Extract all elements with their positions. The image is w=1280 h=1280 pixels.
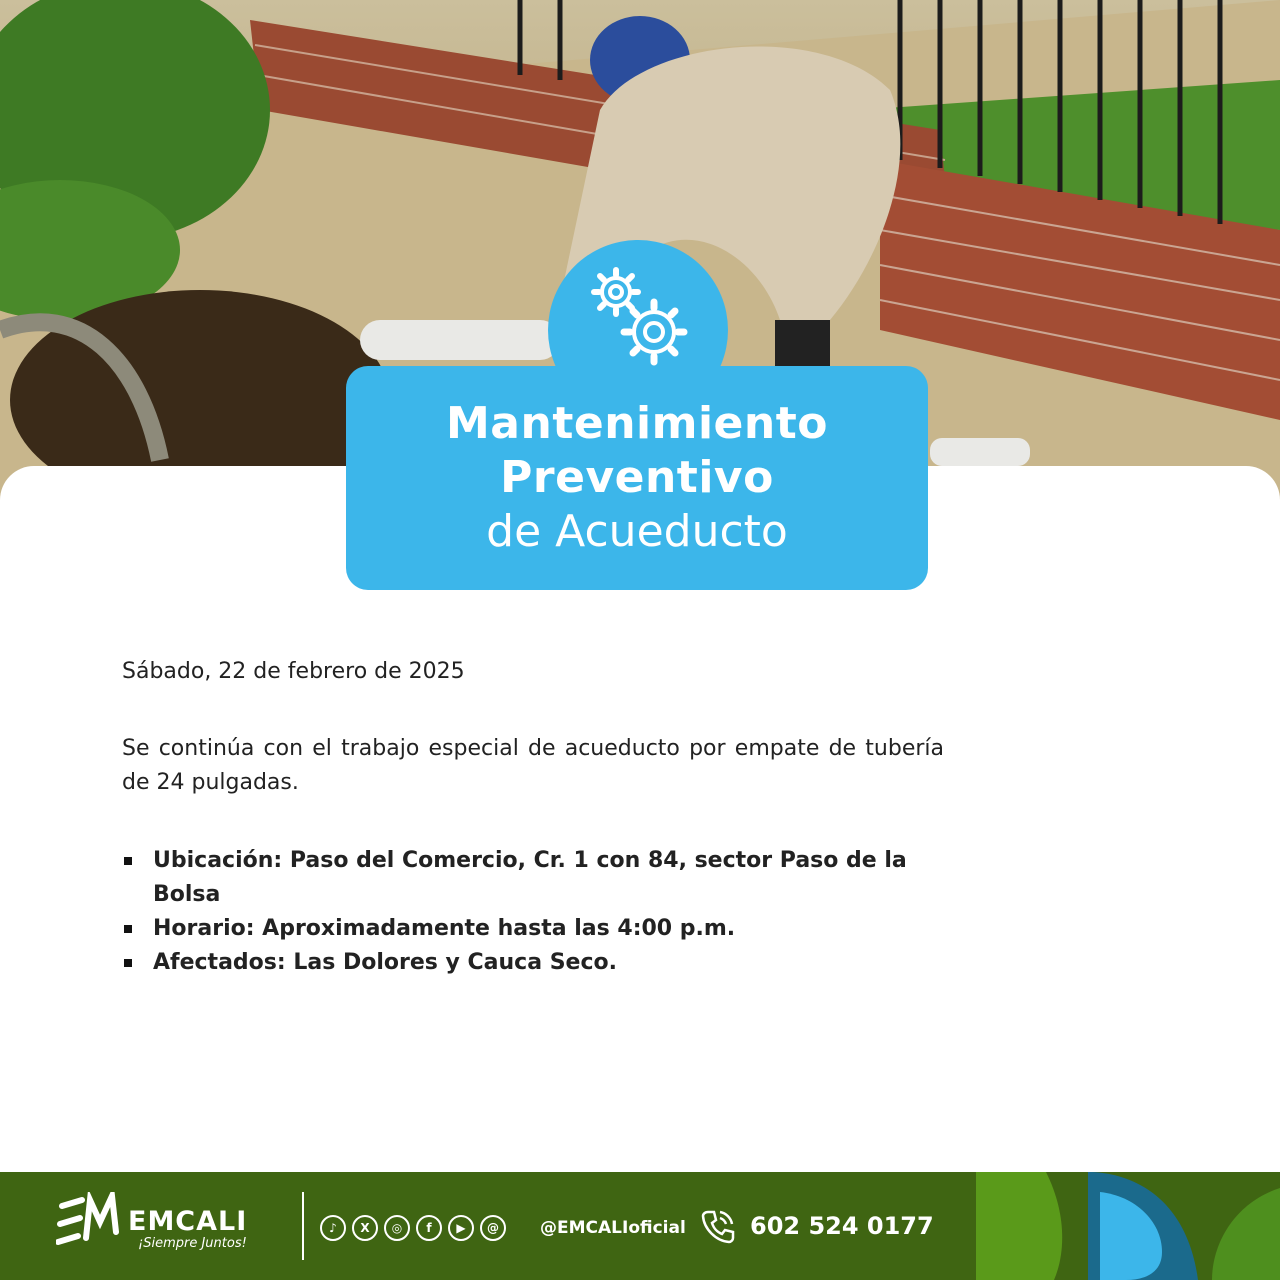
details-list	[122, 844, 944, 980]
emcali-logo-icon	[56, 1192, 126, 1258]
detail-location: Ubicación: Paso del Comercio, Cr. 1 con 84, sector Paso de la Bolsa	[122, 844, 944, 912]
badge-title-line1: Mantenimiento	[446, 398, 828, 449]
title-badge	[346, 366, 928, 590]
decorative-shapes	[976, 1172, 1280, 1280]
announcement-date: Sábado, 22 de febrero de 2025	[122, 659, 465, 684]
footer-bar	[0, 1172, 1280, 1280]
instagram-icon[interactable]: ◎	[384, 1215, 410, 1241]
brand-slogan: ¡Siempre Juntos!	[138, 1236, 247, 1251]
badge-title-line3: de Acueducto	[486, 506, 788, 557]
threads-icon[interactable]: @	[480, 1215, 506, 1241]
facebook-icon[interactable]: f	[416, 1215, 442, 1241]
gears-icon	[582, 262, 692, 372]
tiktok-icon[interactable]: ♪	[320, 1215, 346, 1241]
announcement-body	[122, 656, 944, 980]
youtube-icon[interactable]: ▶	[448, 1215, 474, 1241]
announcement-intro: Se continúa con el trabajo especial de acueducto por empate de tubería de 24 pulgadas.	[122, 736, 944, 795]
social-links	[320, 1215, 506, 1241]
phone-number[interactable]: 602 524 0177	[750, 1212, 934, 1240]
social-handle[interactable]: @EMCALIoficial	[540, 1218, 686, 1238]
detail-affected: Afectados: Las Dolores y Cauca Seco.	[122, 946, 944, 980]
phone-icon	[700, 1208, 736, 1244]
x-icon[interactable]: X	[352, 1215, 378, 1241]
footer-divider	[302, 1192, 304, 1260]
badge-title-line2: Preventivo	[500, 452, 774, 503]
brand-name: EMCALI	[128, 1206, 248, 1237]
detail-schedule: Horario: Aproximadamente hasta las 4:00 p.m.	[122, 912, 944, 946]
